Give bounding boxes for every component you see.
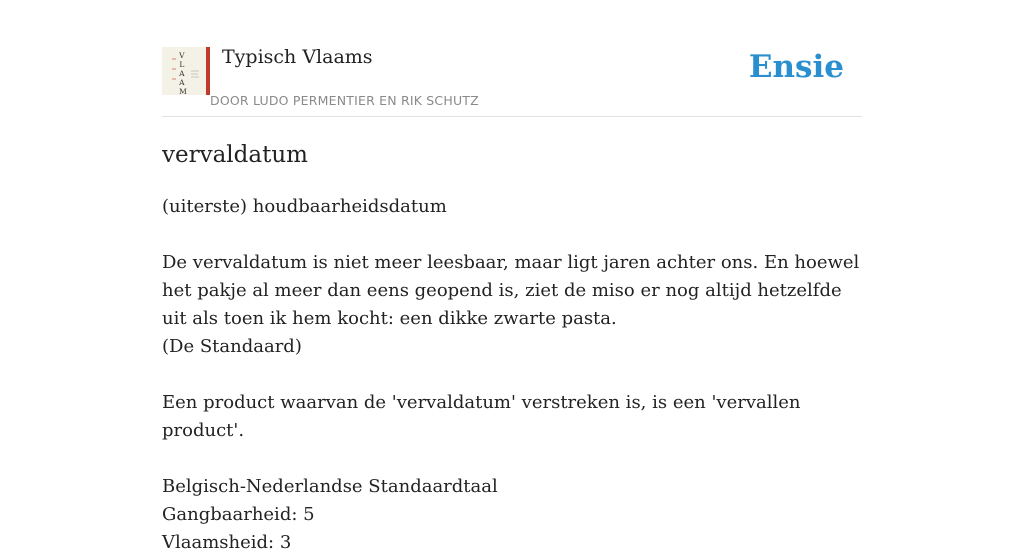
vlaamsheid-score: Vlaamsheid: 3 (162, 532, 292, 553)
entry-content (162, 137, 862, 557)
book-cover-image (162, 47, 210, 95)
gangbaarheid-score: Gangbaarheid: 5 (162, 504, 315, 525)
svg-text:V L A: V L A A M (179, 51, 187, 96)
book-authors: DOOR LUDO PERMENTIER EN RIK SCHUTZ (210, 93, 479, 108)
entry-meta (162, 473, 862, 557)
language-label: Belgisch-Nederlandse Standaardtaal (162, 476, 498, 497)
book-title[interactable]: Typisch Vlaams (222, 46, 373, 68)
entry-example (162, 249, 862, 361)
entry-term: vervaldatum (162, 142, 308, 168)
example-quote: De vervaldatum is niet meer leesbaar, maar ligt jaren achter ons. En hoewel het pakje al meer dan eens geopend is, ziet de miso er nog altijd hetzelfde uit als toen ik hem kocht: een dikke zwarte pasta. (162, 252, 860, 329)
entry-synonym: (uiterste) houdbaarheidsdatum (162, 196, 447, 217)
example-source: (De Standaard) (162, 336, 302, 357)
header (162, 44, 862, 117)
ensie-logo-link[interactable]: Ensie (748, 49, 844, 85)
entry-definition (162, 193, 862, 557)
book-cover-avatar[interactable] (162, 47, 210, 95)
entry-note: Een product waarvan de 'vervaldatum' verstreken is, is een 'vervallen product'. (162, 392, 801, 441)
